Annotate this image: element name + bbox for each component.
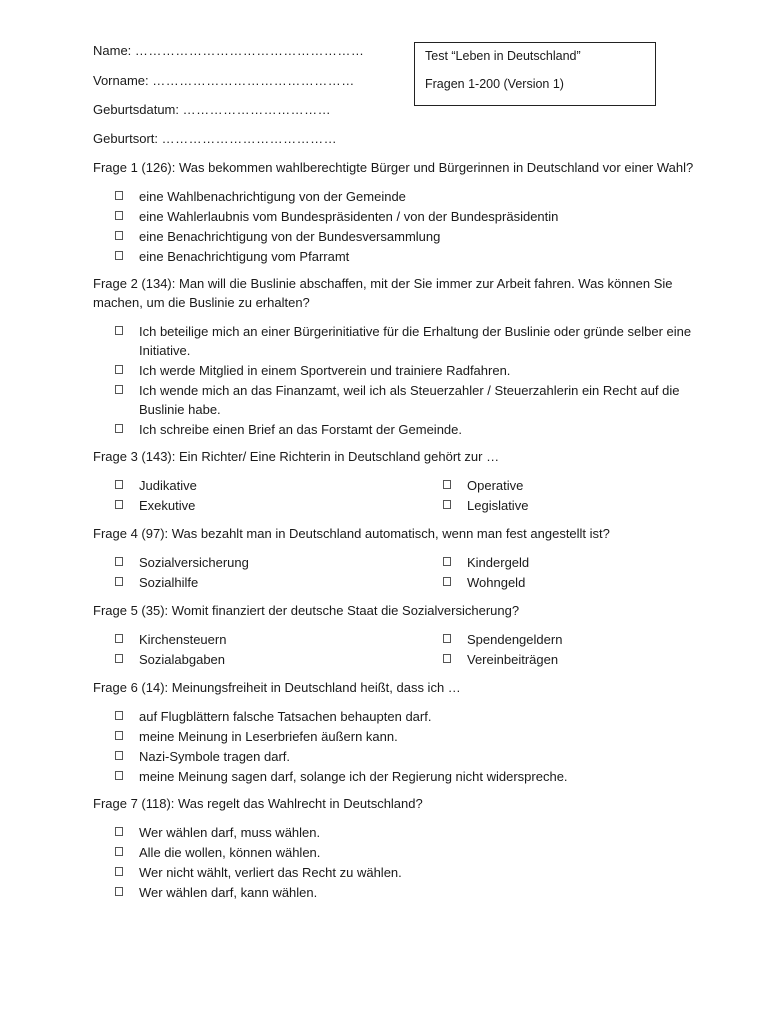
checkbox-icon[interactable]	[443, 557, 451, 566]
answer-option[interactable]: Spendengeldern	[421, 630, 708, 649]
test-info-box	[414, 42, 656, 106]
geburtsort-field[interactable]	[93, 130, 337, 147]
question-5-text: Frage 5 (35): Womit finanziert der deutsche Staat die Sozialversicherung?	[93, 603, 520, 618]
answer-option[interactable]: Sozialabgaben	[93, 650, 421, 669]
answer-option[interactable]: Vereinbeiträgen	[421, 650, 708, 669]
checkbox-icon[interactable]	[115, 211, 123, 220]
test-title: Test “Leben in Deutschland”	[425, 49, 581, 63]
answer-option[interactable]: Exekutive	[93, 496, 421, 515]
checkbox-icon[interactable]	[115, 385, 123, 394]
geburtsort-blank[interactable]: …………………………………	[161, 131, 338, 146]
answer-option[interactable]: Sozialversicherung	[93, 553, 421, 572]
name-blank[interactable]: ……………………………………………	[134, 43, 365, 58]
answer-option[interactable]: Judikative	[93, 476, 421, 495]
checkbox-icon[interactable]	[115, 867, 123, 876]
geburtsdatum-field[interactable]	[93, 101, 331, 118]
vorname-field[interactable]	[93, 72, 355, 89]
checkbox-icon[interactable]	[115, 847, 123, 856]
question-2	[93, 274, 708, 439]
answer-option[interactable]: Alle die wollen, können wählen.	[93, 843, 708, 862]
geburtsdatum-blank[interactable]: ……………………………	[182, 102, 332, 117]
answer-option[interactable]: Ich wende mich an das Finanzamt, weil ich als Steuerzahler / Steuerzahlerin ein Recht auf die Buslinie habe.	[93, 381, 708, 419]
checkbox-icon[interactable]	[115, 634, 123, 643]
question-7	[93, 794, 708, 902]
checkbox-icon[interactable]	[443, 634, 451, 643]
answer-option[interactable]: Sozialhilfe	[93, 573, 421, 592]
question-2-text: Frage 2 (134): Man will die Buslinie abschaffen, mit der Sie immer zur Arbeit fahren. Was können Sie machen, um die Buslinie zu erhalten?	[93, 276, 673, 310]
checkbox-icon[interactable]	[115, 771, 123, 780]
checkbox-icon[interactable]	[115, 326, 123, 335]
question-7-text: Frage 7 (118): Was regelt das Wahlrecht in Deutschland?	[93, 796, 423, 811]
question-1-text: Frage 1 (126): Was bekommen wahlberechtigte Bürger und Bürgerinnen in Deutschland vor einer Wahl?	[93, 160, 694, 175]
checkbox-icon[interactable]	[115, 191, 123, 200]
answer-option[interactable]: eine Benachrichtigung von der Bundesversammlung	[93, 227, 708, 246]
answer-option[interactable]: Ich werde Mitglied in einem Sportverein und trainiere Radfahren.	[93, 361, 708, 380]
vorname-label: Vorname:	[93, 73, 149, 88]
checkbox-icon[interactable]	[115, 751, 123, 760]
checkbox-icon[interactable]	[115, 577, 123, 586]
checkbox-icon[interactable]	[443, 654, 451, 663]
question-6-text: Frage 6 (14): Meinungsfreiheit in Deutschland heißt, dass ich …	[93, 680, 461, 695]
checkbox-icon[interactable]	[115, 365, 123, 374]
answer-option[interactable]: Wohngeld	[421, 573, 708, 592]
question-4	[93, 524, 708, 593]
answer-option[interactable]: Ich beteilige mich an einer Bürgerinitiative für die Erhaltung der Buslinie oder gründe selber eine Initiative.	[93, 322, 708, 360]
checkbox-icon[interactable]	[443, 480, 451, 489]
checkbox-icon[interactable]	[443, 577, 451, 586]
checkbox-icon[interactable]	[115, 231, 123, 240]
checkbox-icon[interactable]	[115, 500, 123, 509]
vorname-blank[interactable]: ………………………………………	[152, 73, 355, 88]
question-5	[93, 601, 708, 670]
geburtsdatum-label: Geburtsdatum:	[93, 102, 179, 117]
answer-option[interactable]: Wer wählen darf, muss wählen.	[93, 823, 708, 842]
checkbox-icon[interactable]	[115, 654, 123, 663]
question-3	[93, 447, 708, 516]
answer-option[interactable]: eine Benachrichtigung vom Pfarramt	[93, 247, 708, 266]
answer-option[interactable]: Kirchensteuern	[93, 630, 421, 649]
geburtsort-label: Geburtsort:	[93, 131, 159, 146]
checkbox-icon[interactable]	[115, 731, 123, 740]
answer-option[interactable]: Operative	[421, 476, 708, 495]
checkbox-icon[interactable]	[115, 711, 123, 720]
answer-option[interactable]: Ich schreibe einen Brief an das Forstamt der Gemeinde.	[93, 420, 708, 439]
answer-option[interactable]: Wer wählen darf, kann wählen.	[93, 883, 708, 902]
checkbox-icon[interactable]	[115, 887, 123, 896]
question-4-text: Frage 4 (97): Was bezahlt man in Deutschland automatisch, wenn man fest angestellt ist?	[93, 526, 610, 541]
question-3-text: Frage 3 (143): Ein Richter/ Eine Richterin in Deutschland gehört zur …	[93, 449, 500, 464]
question-list	[93, 158, 708, 910]
answer-option[interactable]: meine Meinung in Leserbriefen äußern kann.	[93, 727, 708, 746]
question-1	[93, 158, 708, 266]
answer-option[interactable]: Legislative	[421, 496, 708, 515]
answer-option[interactable]: Kindergeld	[421, 553, 708, 572]
answer-option[interactable]: meine Meinung sagen darf, solange ich der Regierung nicht widerspreche.	[93, 767, 708, 786]
answer-option[interactable]: eine Wahlbenachrichtigung von der Gemeinde	[93, 187, 708, 206]
test-subtitle: Fragen 1-200 (Version 1)	[425, 77, 564, 91]
answer-option[interactable]: auf Flugblättern falsche Tatsachen behaupten darf.	[93, 707, 708, 726]
answer-option[interactable]: eine Wahlerlaubnis vom Bundespräsidenten / von der Bundespräsidentin	[93, 207, 708, 226]
checkbox-icon[interactable]	[115, 251, 123, 260]
answer-option[interactable]: Wer nicht wählt, verliert das Recht zu wählen.	[93, 863, 708, 882]
question-6	[93, 678, 708, 786]
answer-option[interactable]: Nazi-Symbole tragen darf.	[93, 747, 708, 766]
name-label: Name:	[93, 43, 132, 58]
checkbox-icon[interactable]	[443, 500, 451, 509]
checkbox-icon[interactable]	[115, 424, 123, 433]
checkbox-icon[interactable]	[115, 827, 123, 836]
checkbox-icon[interactable]	[115, 480, 123, 489]
checkbox-icon[interactable]	[115, 557, 123, 566]
name-field[interactable]	[93, 42, 364, 59]
